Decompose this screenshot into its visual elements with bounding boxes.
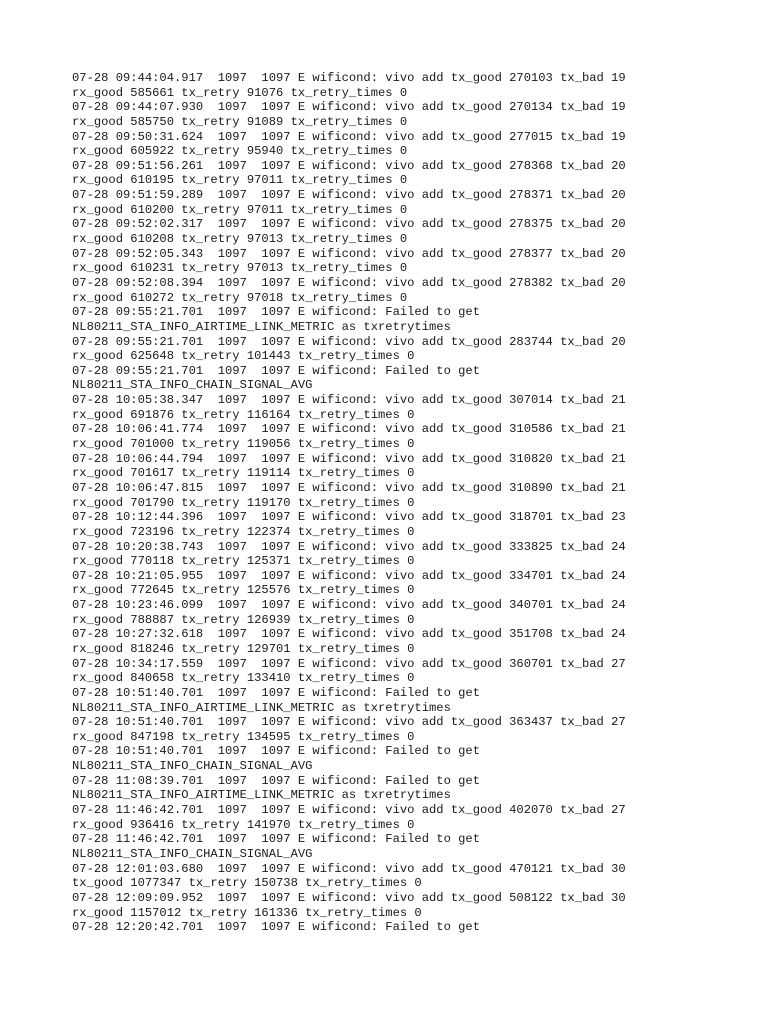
log-line: 07-28 09:51:56.261 1097 1097 E wificond: vivo add tx_good 278368 tx_bad 20 [72, 158, 626, 173]
log-line: rx_good 701790 tx_retry 119170 tx_retry_times 0 [72, 495, 415, 510]
log-line: 07-28 12:09:09.952 1097 1097 E wificond: vivo add tx_good 508122 tx_bad 30 [72, 890, 626, 905]
log-line: 07-28 10:51:40.701 1097 1097 E wificond: vivo add tx_good 363437 tx_bad 27 [72, 715, 626, 730]
log-text-block [72, 71, 712, 935]
log-line: NL80211_STA_INFO_CHAIN_SIGNAL_AVG [72, 846, 313, 861]
log-line: 07-28 09:52:02.317 1097 1097 E wificond: vivo add tx_good 278375 tx_bad 20 [72, 217, 626, 232]
log-line: 07-28 10:12:44.396 1097 1097 E wificond: vivo add tx_good 318701 tx_bad 23 [72, 510, 626, 525]
log-line: rx_good 723196 tx_retry 122374 tx_retry_times 0 [72, 524, 415, 539]
log-line: NL80211_STA_INFO_AIRTIME_LINK_METRIC as txretrytimes [72, 788, 451, 803]
log-line: rx_good 770118 tx_retry 125371 tx_retry_times 0 [72, 554, 415, 569]
log-line: 07-28 10:51:40.701 1097 1097 E wificond: Failed to get [72, 744, 480, 759]
log-line: 07-28 10:06:44.794 1097 1097 E wificond: vivo add tx_good 310820 tx_bad 21 [72, 451, 626, 466]
log-line: rx_good 605922 tx_retry 95940 tx_retry_times 0 [72, 144, 408, 159]
log-line: 07-28 10:51:40.701 1097 1097 E wificond: Failed to get [72, 685, 480, 700]
log-line: rx_good 788887 tx_retry 126939 tx_retry_times 0 [72, 612, 415, 627]
log-line: rx_good 625648 tx_retry 101443 tx_retry_times 0 [72, 349, 415, 364]
log-line: tx_good 1077347 tx_retry 150738 tx_retry_times 0 [72, 876, 422, 891]
log-line: 07-28 09:50:31.624 1097 1097 E wificond: vivo add tx_good 277015 tx_bad 19 [72, 129, 626, 144]
log-line: rx_good 691876 tx_retry 116164 tx_retry_times 0 [72, 407, 415, 422]
log-line: rx_good 585661 tx_retry 91076 tx_retry_times 0 [72, 85, 408, 100]
log-line: rx_good 701617 tx_retry 119114 tx_retry_times 0 [72, 466, 415, 481]
log-line: 07-28 09:55:21.701 1097 1097 E wificond: Failed to get [72, 363, 480, 378]
log-line: 07-28 11:46:42.701 1097 1097 E wificond: vivo add tx_good 402070 tx_bad 27 [72, 803, 626, 818]
log-line: 07-28 10:06:41.774 1097 1097 E wificond: vivo add tx_good 310586 tx_bad 21 [72, 422, 626, 437]
log-line: rx_good 772645 tx_retry 125576 tx_retry_times 0 [72, 583, 415, 598]
log-line: 07-28 09:44:07.930 1097 1097 E wificond: vivo add tx_good 270134 tx_bad 19 [72, 100, 626, 115]
log-line: rx_good 936416 tx_retry 141970 tx_retry_times 0 [72, 817, 415, 832]
log-line: rx_good 847198 tx_retry 134595 tx_retry_times 0 [72, 729, 415, 744]
log-line: rx_good 610231 tx_retry 97013 tx_retry_times 0 [72, 261, 408, 276]
log-line: NL80211_STA_INFO_AIRTIME_LINK_METRIC as txretrytimes [72, 700, 451, 715]
log-line: 07-28 12:20:42.701 1097 1097 E wificond: Failed to get [72, 920, 480, 935]
log-line: 07-28 11:08:39.701 1097 1097 E wificond: Failed to get [72, 773, 480, 788]
log-line: 07-28 10:06:47.815 1097 1097 E wificond: vivo add tx_good 310890 tx_bad 21 [72, 480, 626, 495]
log-line: rx_good 610208 tx_retry 97013 tx_retry_times 0 [72, 232, 408, 247]
log-line: 07-28 09:51:59.289 1097 1097 E wificond: vivo add tx_good 278371 tx_bad 20 [72, 188, 626, 203]
log-line: rx_good 585750 tx_retry 91089 tx_retry_times 0 [72, 114, 408, 129]
log-line: rx_good 610195 tx_retry 97011 tx_retry_times 0 [72, 173, 408, 188]
log-line: 07-28 09:52:05.343 1097 1097 E wificond: vivo add tx_good 278377 tx_bad 20 [72, 246, 626, 261]
log-line: 07-28 10:20:38.743 1097 1097 E wificond: vivo add tx_good 333825 tx_bad 24 [72, 539, 626, 554]
log-line: NL80211_STA_INFO_AIRTIME_LINK_METRIC as txretrytimes [72, 319, 451, 334]
log-line: rx_good 840658 tx_retry 133410 tx_retry_times 0 [72, 671, 415, 686]
log-line: rx_good 701000 tx_retry 119056 tx_retry_times 0 [72, 437, 415, 452]
log-line: 07-28 11:46:42.701 1097 1097 E wificond: Failed to get [72, 832, 480, 847]
log-line: rx_good 818246 tx_retry 129701 tx_retry_times 0 [72, 641, 415, 656]
log-line: rx_good 610200 tx_retry 97011 tx_retry_times 0 [72, 202, 408, 217]
log-line: NL80211_STA_INFO_CHAIN_SIGNAL_AVG [72, 759, 313, 774]
log-line: 07-28 10:05:38.347 1097 1097 E wificond: vivo add tx_good 307014 tx_bad 21 [72, 393, 626, 408]
log-line: NL80211_STA_INFO_CHAIN_SIGNAL_AVG [72, 378, 313, 393]
log-line: 07-28 09:44:04.917 1097 1097 E wificond: vivo add tx_good 270103 tx_bad 19 [72, 71, 626, 85]
log-line: 07-28 09:52:08.394 1097 1097 E wificond: vivo add tx_good 278382 tx_bad 20 [72, 275, 626, 290]
log-line: 07-28 10:27:32.618 1097 1097 E wificond: vivo add tx_good 351708 tx_bad 24 [72, 627, 626, 642]
log-line: 07-28 09:55:21.701 1097 1097 E wificond: Failed to get [72, 305, 480, 320]
log-line: 07-28 09:55:21.701 1097 1097 E wificond: vivo add tx_good 283744 tx_bad 20 [72, 334, 626, 349]
log-line: rx_good 1157012 tx_retry 161336 tx_retry_times 0 [72, 905, 422, 920]
log-line: 07-28 10:34:17.559 1097 1097 E wificond: vivo add tx_good 360701 tx_bad 27 [72, 656, 626, 671]
log-line: rx_good 610272 tx_retry 97018 tx_retry_times 0 [72, 290, 408, 305]
log-line: 07-28 10:23:46.099 1097 1097 E wificond: vivo add tx_good 340701 tx_bad 24 [72, 598, 626, 613]
log-line: 07-28 12:01:03.680 1097 1097 E wificond: vivo add tx_good 470121 tx_bad 30 [72, 861, 626, 876]
log-line: 07-28 10:21:05.955 1097 1097 E wificond: vivo add tx_good 334701 tx_bad 24 [72, 568, 626, 583]
